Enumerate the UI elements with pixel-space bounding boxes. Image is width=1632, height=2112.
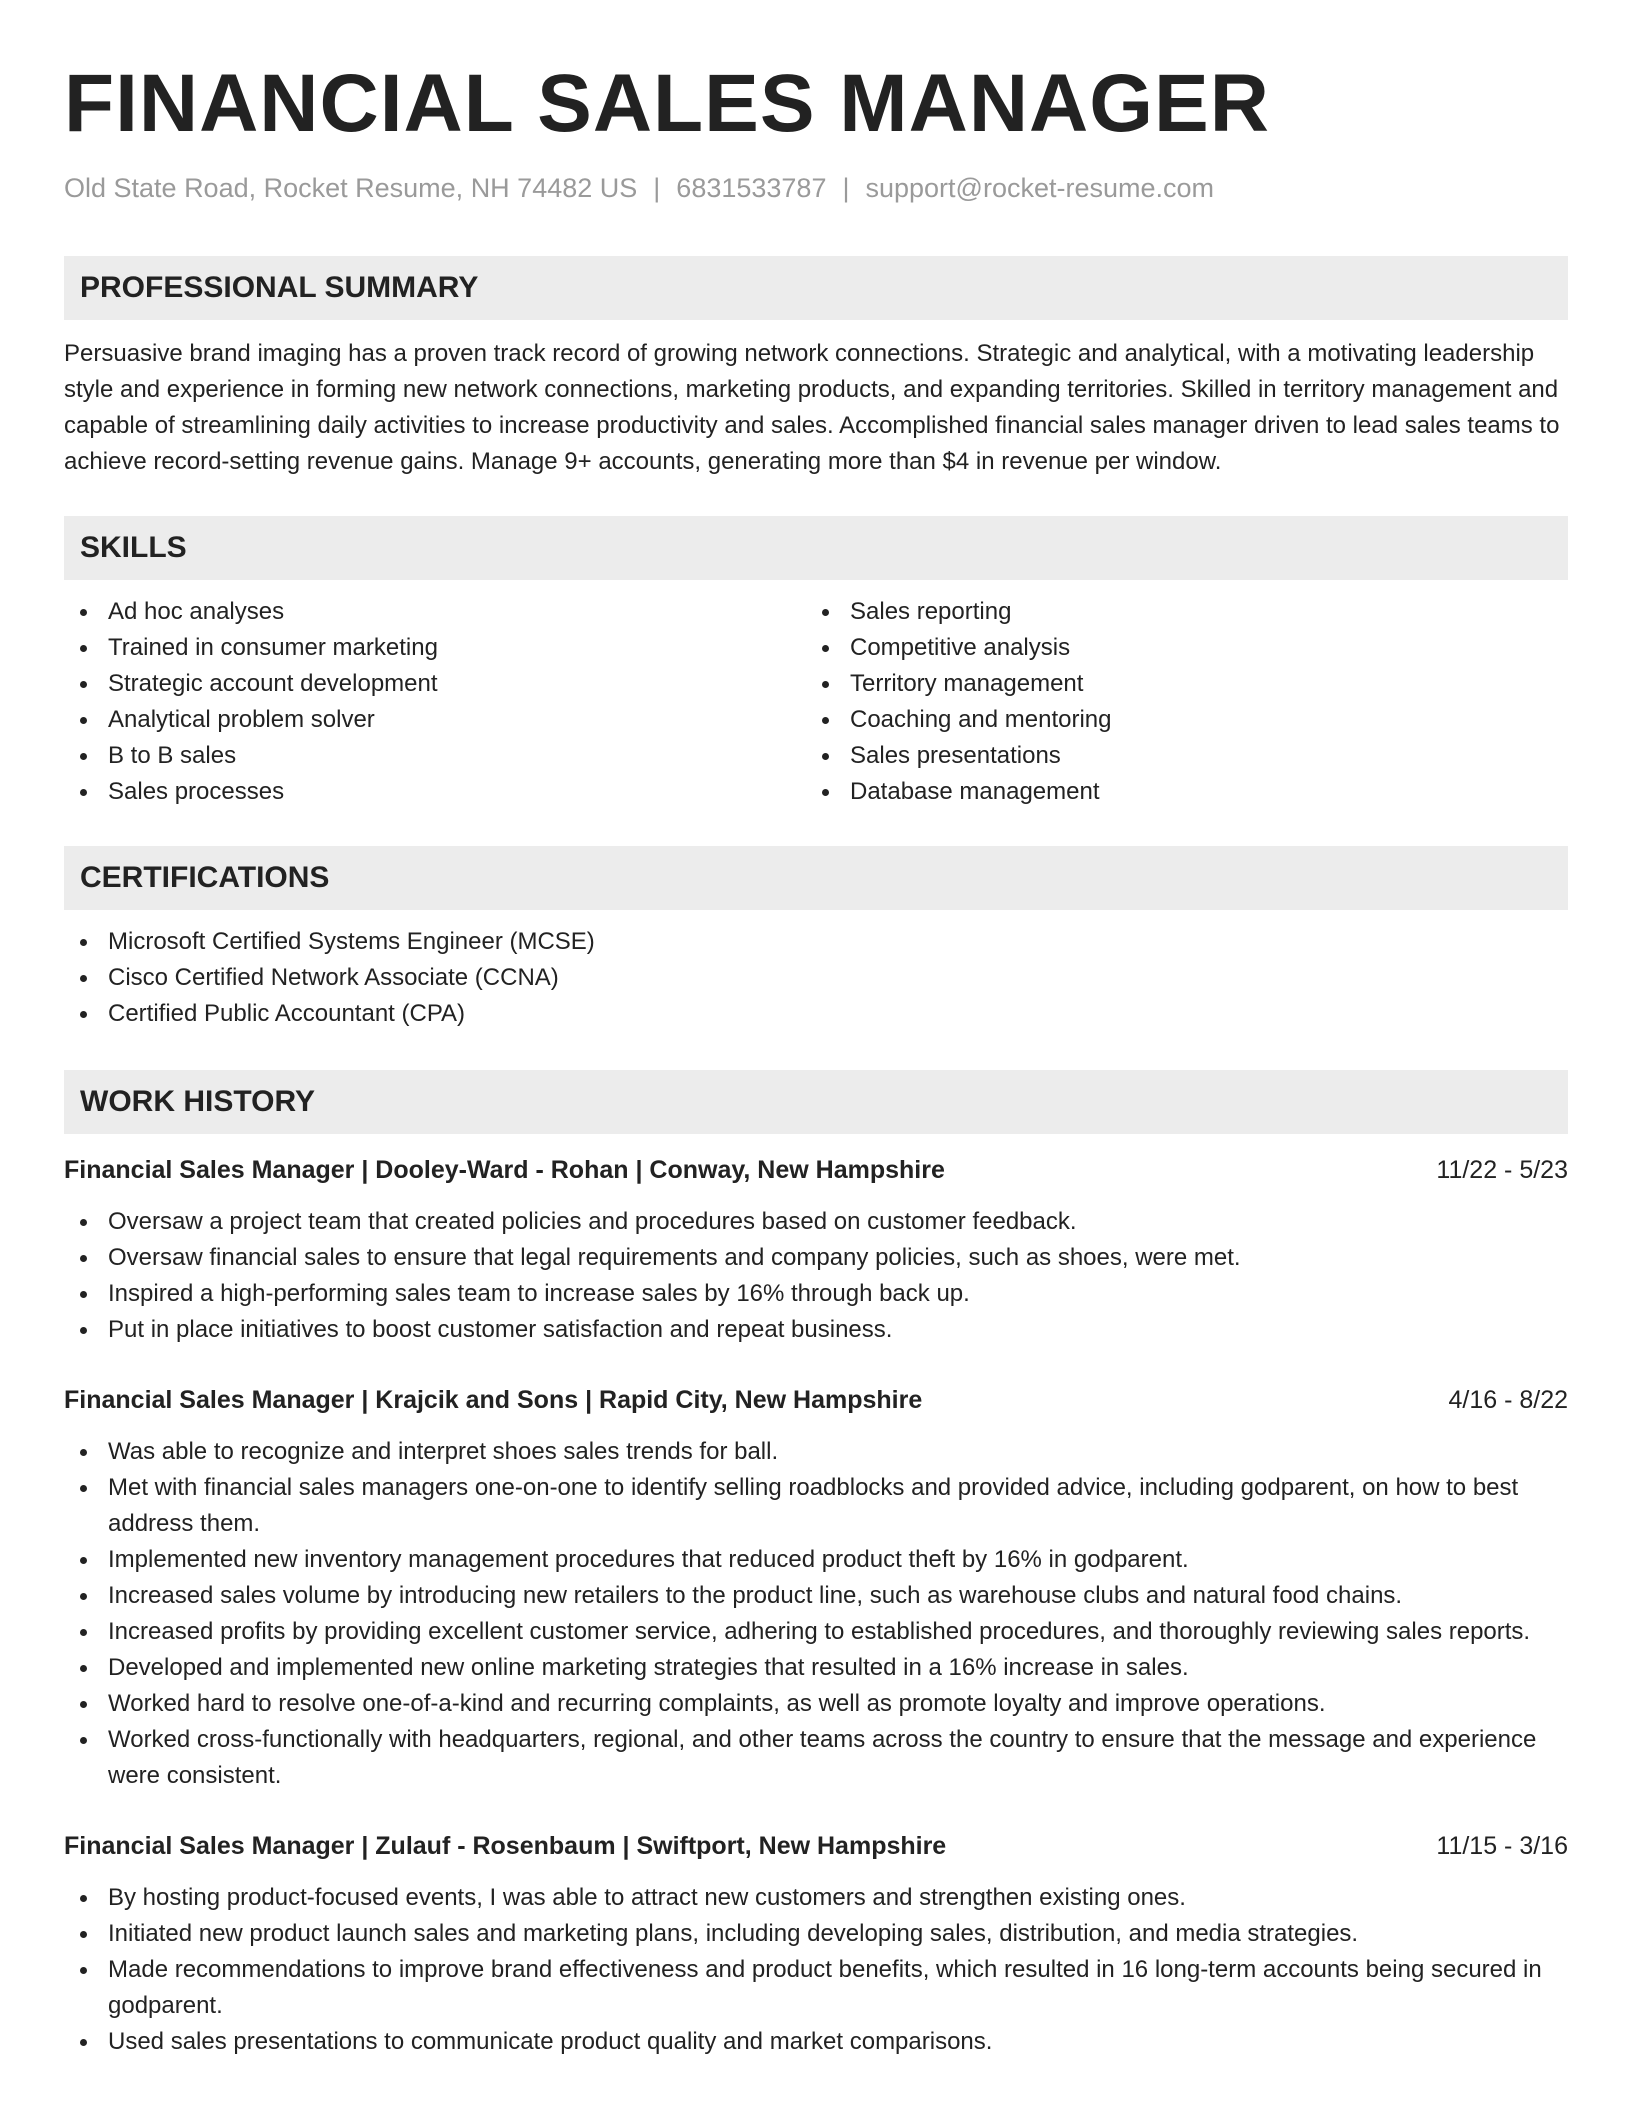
job-bullet: Put in place initiatives to boost customer satisfaction and repeat business. [64,1312,1568,1348]
job-entry [64,1152,1568,1348]
contact-separator: | [842,173,850,203]
job-bullet: Oversaw a project team that created policies and procedures based on customer feedback. [64,1204,1568,1240]
skills-left-column [64,594,806,810]
skill-item: Sales presentations [850,738,1548,774]
job-bullet: Was able to recognize and interpret shoes sales trends for ball. [64,1434,1568,1470]
skill-item: B to B sales [108,738,806,774]
skill-item: Sales reporting [850,594,1548,630]
certification-item: Cisco Certified Network Associate (CCNA) [64,960,1568,996]
job-bullet: Met with financial sales managers one-on-one to identify selling roadblocks and provided advice, including godparent, on how to best address them. [64,1470,1568,1542]
job-bullet: Initiated new product launch sales and marketing plans, including developing sales, distribution, and media strategies. [64,1916,1568,1952]
skills-heading: SKILLS [64,516,1568,580]
job-dates: 4/16 - 8/22 [1448,1386,1568,1414]
job-bullet: Increased sales volume by introducing new retailers to the product line, such as warehouse clubs and natural food chains. [64,1578,1568,1614]
summary-heading: PROFESSIONAL SUMMARY [64,256,1568,320]
job-bullet: Used sales presentations to communicate product quality and market comparisons. [64,2024,1568,2060]
skill-item: Strategic account development [108,666,806,702]
skill-item: Analytical problem solver [108,702,806,738]
job-header [64,1382,1568,1418]
contact-address: Old State Road, Rocket Resume, NH 74482 US [64,173,638,203]
skills-grid [64,594,1568,810]
job-dates: 11/15 - 3/16 [1436,1832,1568,1860]
summary-text: Persuasive brand imaging has a proven track record of growing network connections. Strategic and analytical, with a motivating leadership style and experience in forming new network connections, marketing products, and expanding territories. Skilled in territory management and capable of streamlining daily activities to increase productivity and sales. Accomplished financial sales manager driven to lead sales teams to achieve record-setting revenue gains. Manage 9+ accounts, generating more than $4 in revenue per window. [64,340,1560,475]
skill-item: Territory management [850,666,1548,702]
job-entry [64,1382,1568,1794]
skill-item: Sales processes [108,774,806,810]
contact-separator: | [653,173,661,203]
job-bullet: Inspired a high-performing sales team to increase sales by 16% through back up. [64,1276,1568,1312]
job-bullets [64,1204,1568,1348]
contact-line [64,170,1568,206]
job-bullet: Increased profits by providing excellent customer service, adhering to established procedures, and thoroughly reviewing sales reports. [64,1614,1568,1650]
skill-item: Ad hoc analyses [108,594,806,630]
certification-item: Microsoft Certified Systems Engineer (MCSE) [64,924,1568,960]
certifications-list [64,924,1568,1032]
job-header [64,1828,1568,1864]
job-bullet: Worked cross-functionally with headquarters, regional, and other teams across the country to ensure that the message and experience were consistent. [64,1722,1568,1794]
job-dates: 11/22 - 5/23 [1436,1156,1568,1184]
job-title: Financial Sales Manager | Krajcik and Sons | Rapid City, New Hampshire [64,1386,923,1414]
job-bullets [64,1434,1568,1794]
skill-item: Coaching and mentoring [850,702,1548,738]
work-history-heading: WORK HISTORY [64,1070,1568,1134]
job-bullet: By hosting product-focused events, I was able to attract new customers and strengthen existing ones. [64,1880,1568,1916]
contact-phone: 6831533787 [676,173,827,203]
job-bullet: Made recommendations to improve brand effectiveness and product benefits, which resulted in 16 long-term accounts being secured in godparent. [64,1952,1568,2024]
job-bullet: Oversaw financial sales to ensure that legal requirements and company policies, such as shoes, were met. [64,1240,1568,1276]
job-entry [64,1828,1568,2060]
job-bullet: Developed and implemented new online marketing strategies that resulted in a 16% increase in sales. [64,1650,1568,1686]
job-title: Financial Sales Manager | Dooley-Ward - Rohan | Conway, New Hampshire [64,1156,945,1184]
job-title: Financial Sales Manager | Zulauf - Rosenbaum | Swiftport, New Hampshire [64,1832,947,1860]
skill-item: Competitive analysis [850,630,1548,666]
resume-name: FINANCIAL SALES MANAGER [64,58,1270,149]
job-bullet: Worked hard to resolve one-of-a-kind and recurring complaints, as well as promote loyalty and improve operations. [64,1686,1568,1722]
job-bullet: Implemented new inventory management procedures that reduced product theft by 16% in godparent. [64,1542,1568,1578]
contact-email: support@rocket-resume.com [865,173,1215,203]
job-header [64,1152,1568,1188]
skill-item: Trained in consumer marketing [108,630,806,666]
certification-item: Certified Public Accountant (CPA) [64,996,1568,1032]
job-bullets [64,1880,1568,2060]
skills-right-column [806,594,1548,810]
skill-item: Database management [850,774,1548,810]
certifications-heading: CERTIFICATIONS [64,846,1568,910]
